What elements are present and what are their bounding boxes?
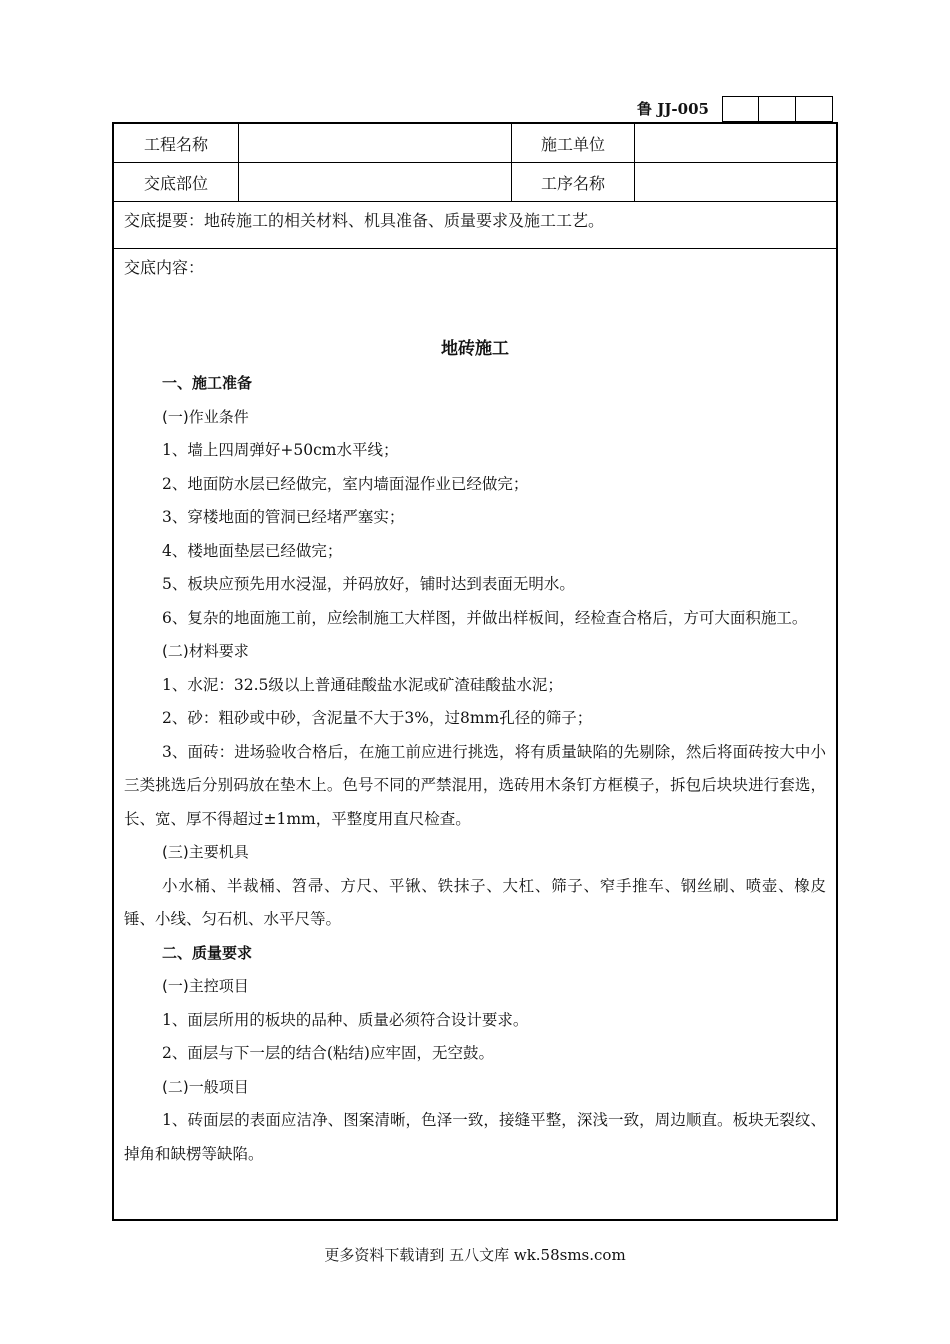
content-paragraph: 3、面砖：进场验收合格后，在施工前应进行挑选，将有质量缺陷的先剔除，然后将面砖按大中小三类挑选后分别码放在垫木上。色号不同的严禁混用，选砖用木条钉方框模子，拆包后块块进行套选，长、宽、厚不得超过±1mm，平整度用直尺检查。 <box>124 742 826 828</box>
header-row-2 <box>114 163 836 202</box>
process-name-value[interactable] <box>635 163 836 201</box>
content-paragraph: 4、楼地面垫层已经做完； <box>162 541 343 560</box>
content-paragraph: 小水桶、半裁桶、笤帚、方尺、平锹、铁抹子、大杠、筛子、窄手推车、钢丝刷、喷壶、橡皮锤、小线、匀石机、水平尺等。 <box>124 876 826 928</box>
process-name-label: 工序名称 <box>540 173 605 193</box>
code-box <box>796 96 833 122</box>
project-name-label: 工程名称 <box>143 134 208 154</box>
section-heading: 二、质量要求 <box>162 943 253 962</box>
content-paragraph: 1、水泥：32.5级以上普通硅酸盐水泥或矿渣硅酸盐水泥； <box>162 675 563 694</box>
briefing-part-value[interactable] <box>239 163 511 201</box>
code-box <box>722 96 759 122</box>
content-paragraph: 1、面层所用的板块的品种、质量必须符合设计要求。 <box>162 1010 529 1029</box>
content-area <box>114 249 836 1219</box>
form-code: 鲁 JJ-005 <box>637 100 709 118</box>
content-paragraph: 3、穿楼地面的管洞已经堵严塞实； <box>162 508 405 526</box>
content-paragraph: 2、砂：粗砂或中砂，含泥量不大于3%，过8mm孔径的筛子； <box>162 709 593 727</box>
summary-row <box>114 202 836 249</box>
footer-text: 更多资料下载请到 五八文库 wk.58sms.com <box>324 1246 626 1264</box>
document-title: 地砖施工 <box>441 339 509 359</box>
code-box <box>759 96 796 122</box>
subsection-heading: (一)主控项目 <box>162 977 249 995</box>
form-code-row <box>624 96 833 122</box>
briefing-summary: 交底提要：地砖施工的相关材料、机具准备、质量要求及施工工艺。 <box>124 211 605 230</box>
construction-unit-label: 施工单位 <box>540 134 605 154</box>
subsection-heading: (三)主要机具 <box>162 843 249 861</box>
subsection-heading: (二)一般项目 <box>162 1077 249 1096</box>
content-paragraph: 2、面层与下一层的结合(粘结)应牢固，无空鼓。 <box>162 1044 494 1062</box>
content-label: 交底内容： <box>124 258 205 277</box>
briefing-part-label: 交底部位 <box>143 173 208 193</box>
header-row-1 <box>114 124 836 163</box>
construction-unit-value[interactable] <box>635 124 836 162</box>
briefing-form <box>112 122 838 1221</box>
content-paragraph: 1、墙上四周弹好+50cm水平线； <box>162 441 399 459</box>
content-paragraph: 2、地面防水层已经做完，室内墙面湿作业已经做完； <box>162 474 529 493</box>
project-name-value[interactable] <box>239 124 511 162</box>
subsection-heading: (二)材料要求 <box>162 642 249 660</box>
section-heading: 一、施工准备 <box>162 374 253 392</box>
content-paragraph: 5、板块应预先用水浸湿，并码放好，铺时达到表面无明水。 <box>162 575 575 593</box>
content-paragraph: 6、复杂的地面施工前，应绘制施工大样图，并做出样板间，经检查合格后，方可大面积施工。 <box>162 608 808 627</box>
subsection-heading: (一)作业条件 <box>162 407 249 426</box>
content-paragraph: 1、砖面层的表面应洁净、图案清晰，色泽一致，接缝平整，深浅一致，周边顺直。板块无裂纹、掉角和缺楞等缺陷。 <box>124 1111 826 1163</box>
content-body <box>124 331 826 1171</box>
